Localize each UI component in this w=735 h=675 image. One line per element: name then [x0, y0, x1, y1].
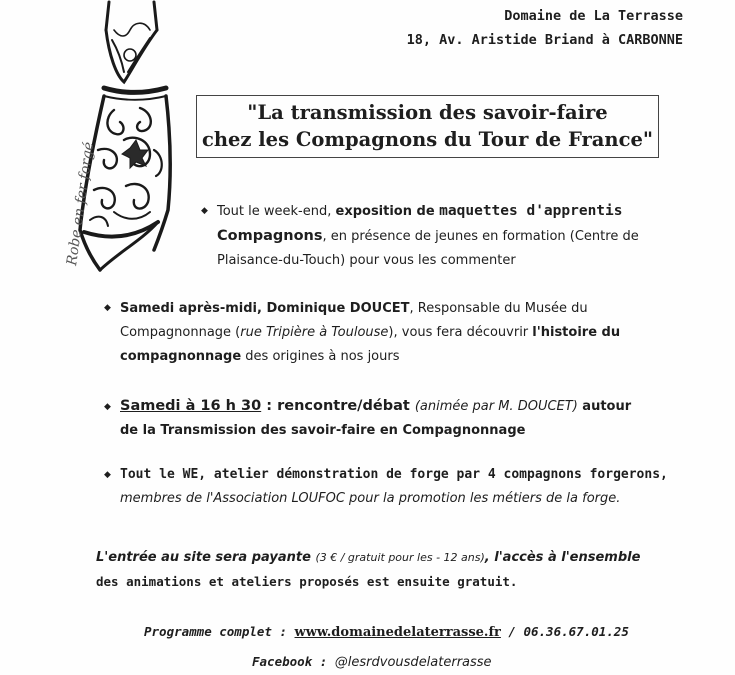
list-item: [120, 297, 620, 369]
phone-number: / 06.36.67.01.25: [500, 624, 629, 639]
bullet-icon: ◆: [201, 206, 208, 216]
text: Tout le WE, atelier démonstration de forge par 4 compagnons forgerons,: [120, 467, 668, 482]
text: (3 € / gratuit pour les - 12 ans): [315, 551, 485, 564]
text: Compagnons: [217, 228, 323, 244]
bullet-icon: ◆: [104, 303, 111, 313]
text: des origines à nos jours: [241, 349, 400, 364]
venue-address: [407, 4, 683, 52]
text: maquettes d'apprentis: [439, 203, 623, 219]
text: membres de l'Association LOUFOC pour la promotion les métiers de la forge.: [120, 491, 621, 506]
text: Tout le week-end,: [217, 204, 336, 219]
website-link[interactable]: www.domainedelaterrasse.fr: [294, 625, 501, 640]
text: rue Tripière à Toulouse: [240, 325, 389, 340]
facebook-handle[interactable]: @lesrdvousdelaterrasse: [334, 655, 492, 670]
text: exposition de: [335, 204, 440, 219]
text: Compagnonnage (: [120, 325, 241, 340]
text: autour: [577, 399, 632, 414]
text: de la Transmission des savoir-faire en Compagnonnage: [120, 423, 526, 438]
text: , Responsable du Musée du: [409, 301, 588, 316]
venue-name: Domaine de La Terrasse: [504, 8, 683, 24]
text: ), vous fera découvrir: [388, 325, 533, 340]
wrought-iron-dress-image: [54, 0, 180, 288]
text: Facebook :: [252, 654, 335, 669]
program-line: [144, 620, 629, 645]
bullet-icon: ◆: [104, 470, 111, 480]
text: , l'accès à l'ensemble: [484, 550, 641, 565]
list-item: [120, 463, 668, 511]
event-title: [196, 95, 659, 158]
text: des animations et ateliers proposés est ensuite gratuit.: [96, 574, 518, 589]
text: , en présence de jeunes en formation (Centre de: [322, 229, 639, 244]
venue-street: 18, Av. Aristide Briand à CARBONNE: [406, 32, 683, 48]
list-item: [120, 394, 631, 443]
title-line-1: "La transmission des savoir-faire: [247, 101, 608, 124]
image-caption: Robe en fer forgé: [64, 140, 98, 267]
entry-info: [96, 546, 640, 595]
text: l'histoire du: [532, 325, 621, 340]
text: compagnonnage: [120, 349, 242, 364]
text: Samedi après-midi, Dominique DOUCET: [120, 301, 410, 316]
text: Samedi à 16 h 30: [120, 398, 262, 414]
text: (animée par M. DOUCET): [414, 399, 578, 414]
text: Programme complet :: [144, 624, 295, 639]
text: : rencontre/débat: [261, 398, 415, 414]
text: L'entrée au site sera payante: [96, 550, 316, 565]
list-item: [217, 199, 639, 273]
text: Plaisance-du-Touch) pour vous les commenter: [217, 253, 516, 268]
bullet-icon: ◆: [104, 402, 111, 412]
title-line-2: chez les Compagnons du Tour de France": [201, 128, 654, 151]
facebook-line: [252, 650, 492, 675]
